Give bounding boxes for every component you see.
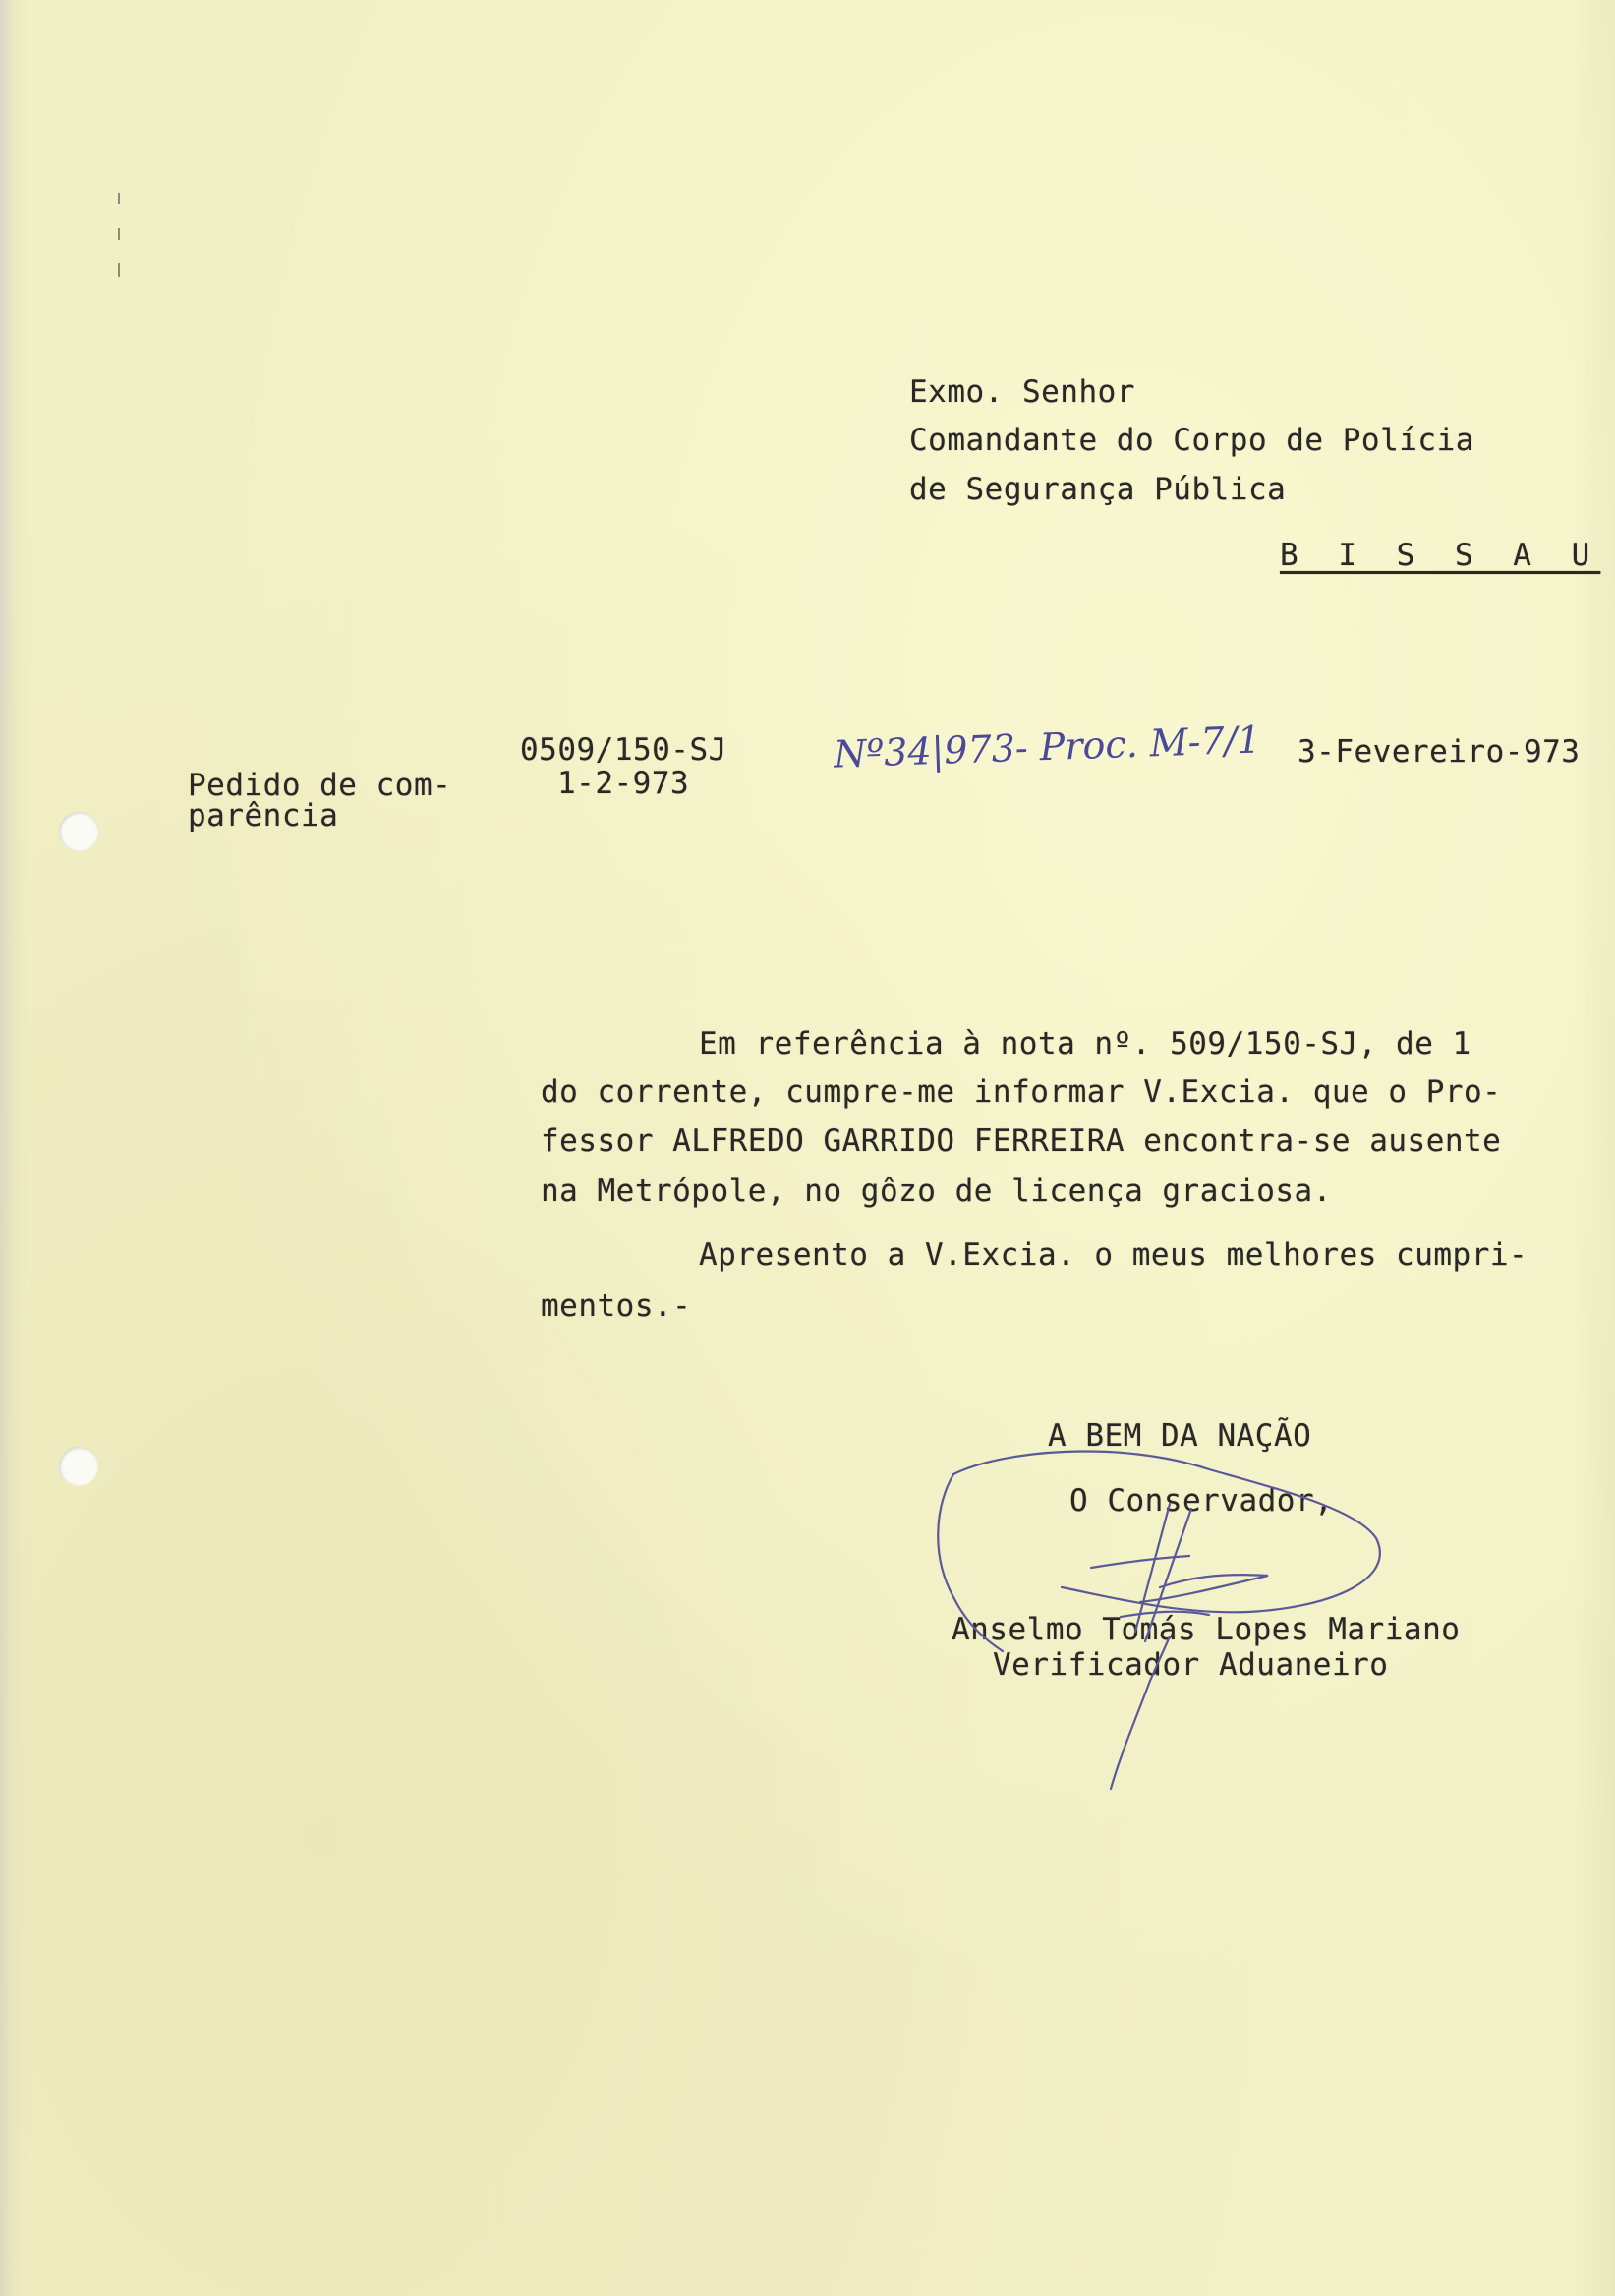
- reference-date: 1-2-973: [557, 766, 690, 801]
- body-paragraph-1-line-4: na Metrópole, no gôzo de licença graciosa.: [541, 1174, 1332, 1209]
- reference-number: 0509/150-SJ: [520, 732, 727, 768]
- body-paragraph-1-line-3: fessor ALFREDO GARRIDO FERREIRA encontra-se ausente: [541, 1123, 1502, 1159]
- body-paragraph-1-line-2: do corrente, cumpre-me informar V.Excia. que o Pro-: [541, 1074, 1502, 1110]
- subject-line-1: Pedido de com-: [188, 768, 452, 803]
- signatory-position: Verificador Aduaneiro: [993, 1647, 1389, 1683]
- margin-mark: [118, 263, 120, 277]
- body-paragraph-2-line-2: mentos.-: [541, 1289, 692, 1324]
- closing-motto: A BEM DA NAÇÃO: [1048, 1418, 1312, 1454]
- closing-title: O Conservador,: [1069, 1483, 1334, 1519]
- margin-mark: [118, 228, 120, 240]
- punch-hole-top: [59, 812, 98, 851]
- subject-line-2: parência: [188, 798, 339, 833]
- letter-date: 3-Fevereiro-973: [1298, 734, 1581, 770]
- margin-mark: [118, 193, 120, 204]
- handwritten-process-note: Nº34|973- Proc. M-7/1: [833, 718, 1262, 776]
- addressee-salutation: Exmo. Senhor: [909, 374, 1135, 410]
- body-paragraph-2-line-1: Apresento a V.Excia. o meus melhores cumpri-: [699, 1237, 1528, 1273]
- body-paragraph-1-line-1: Em referência à nota nº. 509/150-SJ, de 1: [699, 1026, 1471, 1062]
- addressee-line-2: de Segurança Pública: [909, 472, 1287, 507]
- addressee-city: B I S S A U: [1280, 538, 1601, 573]
- punch-hole-bottom: [59, 1447, 98, 1486]
- handwritten-signature: [924, 1440, 1396, 1813]
- addressee-line-1: Comandante do Corpo de Polícia: [909, 423, 1474, 458]
- signatory-name: Anselmo Tomás Lopes Mariano: [952, 1612, 1461, 1647]
